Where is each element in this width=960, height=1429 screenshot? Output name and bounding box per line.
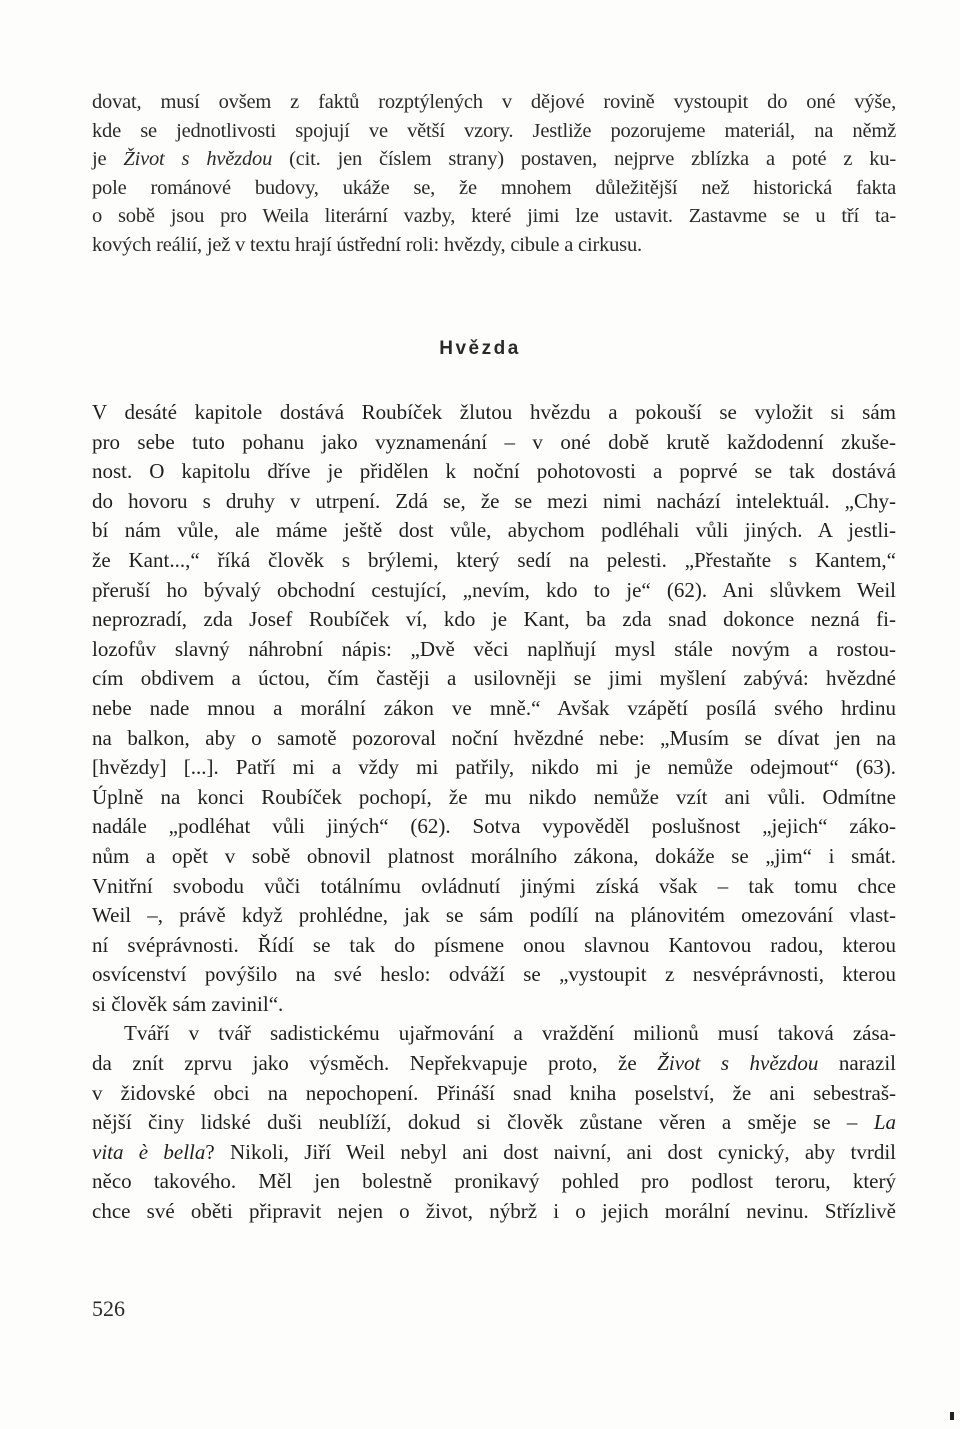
text-line: [hvězdy] [...]. Patří mi a vždy mi patřily, nikdo mi je nemůže odejmout“ (63). bbox=[92, 755, 896, 780]
text-line: nější činy lidské duši neublíží, dokud si člověk zůstane věren a směje se – La bbox=[92, 1110, 896, 1135]
text-line: že Kant...,“ říká člověk s brýlemi, který sedí na pelesti. „Přestaňte s Kantem,“ bbox=[92, 547, 896, 572]
text-line: nebe nade mnou a morální zákon ve mně.“ Avšak vzápětí posílá svého hrdinu bbox=[92, 695, 896, 720]
text-line: bí nám vůle, ale máme ještě dost vůle, abychom podléhali vůli jiných. A jestli- bbox=[92, 518, 896, 543]
text-line: o sobě jsou pro Weila literární vazby, které jimi lze ustavit. Zastavme se u tří ta- bbox=[92, 205, 896, 228]
text-line: pro sebe tuto pohanu jako vyznamenání – v oné době krutě každodenní zkuše- bbox=[92, 429, 896, 454]
text-line: kových reálií, jež v textu hrají ústřední roli: hvězdy, cibule a cirkusu. bbox=[92, 233, 642, 256]
text-line: dovat, musí ovšem z faktů rozptýlených v dějové rovině vystoupit do oné výše, bbox=[92, 91, 896, 113]
text-line: cím obdivem a úctou, čím častěji a usilovněji se jimi myšlení zabývá: hvězdné bbox=[92, 666, 896, 691]
text-line: neprozradí, zda Josef Roubíček ví, kdo je Kant, ba zda snad dokonce nezná fi- bbox=[92, 607, 896, 632]
page-number: 526 bbox=[92, 1296, 125, 1321]
italic-title: Život s hvězdou bbox=[123, 148, 273, 171]
text-line: chce své oběti připravit nejen o život, nýbrž i o jejich morální nevinu. Střízlivě bbox=[92, 1199, 896, 1224]
text-line: nost. O kapitolu dříve je přidělen k noční pohotovosti a poprvé se tak dostává bbox=[92, 459, 896, 484]
text-line: Úplně na konci Roubíček pochopí, že mu nikdo nemůže vzít ani vůli. Odmítne bbox=[92, 784, 896, 809]
text-line: Vnitřní svobodu vůči totálnímu ovládnutí jinými získá však – tak tomu chce bbox=[92, 873, 896, 898]
text-line: Weil –, právě když prohlédne, jak se sám podílí na plánovitém omezování vlast- bbox=[92, 903, 896, 928]
text-line: nům a opět v sobě obnovil platnost morálního zákona, dokáže se „jim“ i smát. bbox=[92, 843, 896, 868]
text-line: do hovoru s druhy v utrpení. Zdá se, že se mezi nimi nachází intelektuál. „Chy- bbox=[92, 488, 896, 513]
italic-title: La bbox=[873, 1110, 896, 1135]
text-line: pole románové budovy, ukáže se, že mnohem důležitější než historická fakta bbox=[92, 176, 896, 199]
text-line: přeruší ho bývalý obchodní cestující, „nevím, kdo to je“ (62). Ani slůvkem Weil bbox=[92, 577, 896, 602]
body-text bbox=[92, 398, 896, 1227]
text-line: Tváří v tvář sadistickému ujařmování a vraždění milionů musí taková zása- bbox=[124, 1021, 896, 1046]
text-line: osvícenství povýšilo na své heslo: odváží se „vystoupit z nesvéprávnosti, kterou bbox=[92, 962, 896, 987]
text-line: na balkon, aby o samotě pozoroval noční hvězdné nebe: „Musím se dívat jen na bbox=[92, 725, 896, 750]
scan-mark bbox=[950, 1412, 954, 1420]
text-line: je Život s hvězdou (cit. jen číslem strany) postaven, nejprve zblízka a poté z ku- bbox=[92, 148, 896, 171]
text-line: V desáté kapitole dostává Roubíček žlutou hvězdu a pokouší se vyložit si sám bbox=[92, 400, 896, 424]
intro-paragraph bbox=[92, 88, 896, 260]
section-heading: Hvězda bbox=[439, 338, 521, 359]
text-line: lozofův slavný náhrobní nápis: „Dvě věci naplňují mysl stále novým a rostou- bbox=[92, 636, 896, 661]
text-line: něco takového. Měl jen bolestně pronikavý pohled pro podlost teroru, který bbox=[92, 1169, 896, 1194]
text-line: kde se jednotlivosti spojují ve větší vzory. Jestliže pozorujeme materiál, na němž bbox=[92, 119, 896, 142]
text-line: ní svéprávnosti. Řídí se tak do písmene onou slavnou Kantovou radou, kterou bbox=[92, 932, 896, 957]
text-line: da znít zprvu jako výsměch. Nepřekvapuje proto, že Život s hvězdou narazil bbox=[92, 1051, 897, 1076]
text-line: vita è bella? Nikoli, Jiří Weil nebyl ani dost naivní, ani dost cynický, aby tvrdil bbox=[92, 1139, 896, 1164]
italic-title: vita è bella bbox=[92, 1139, 206, 1164]
text-line: v židovské obci na nepochopení. Přináší snad kniha poselství, že ani sebestraš- bbox=[92, 1080, 896, 1105]
italic-title: Život s hvězdou bbox=[657, 1051, 819, 1076]
text-line: si člověk sám zavinil“. bbox=[92, 991, 284, 1016]
text-line: nadále „podléhat vůli jiných“ (62). Sotva vypověděl poslušnost „jejich“ záko- bbox=[92, 814, 896, 839]
